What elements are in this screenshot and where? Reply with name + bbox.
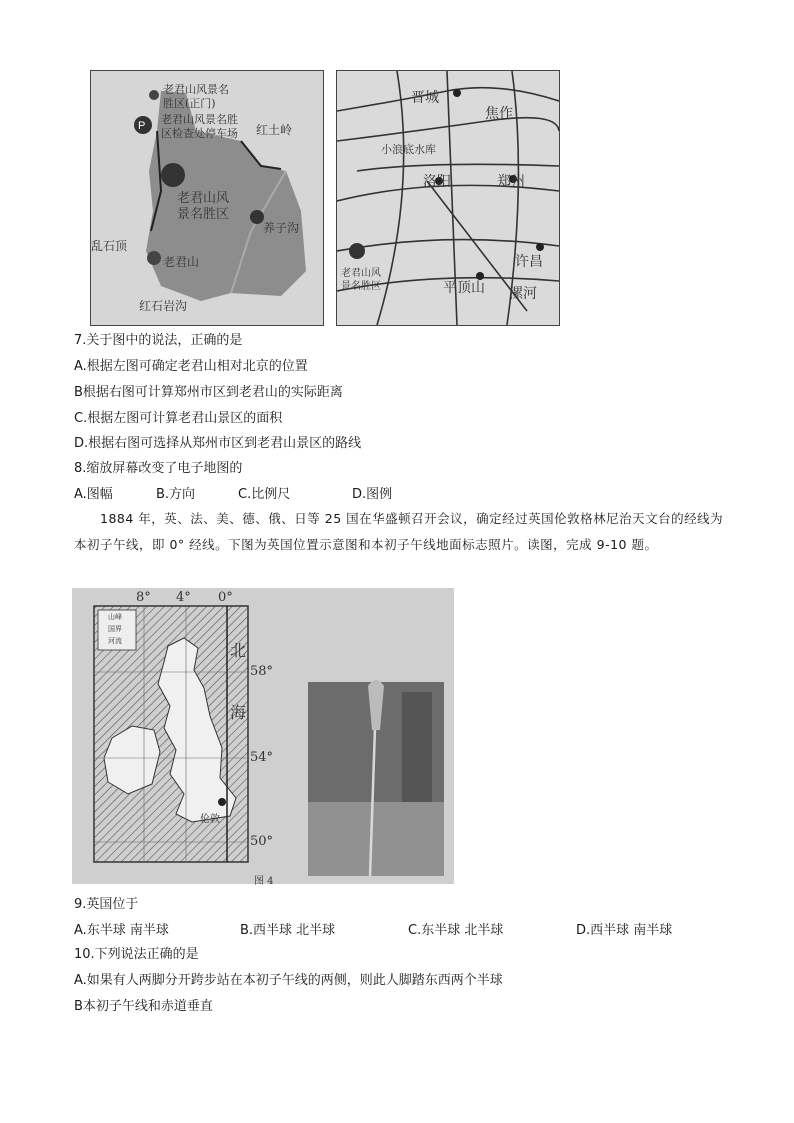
lat-label-58: 58° [250, 664, 274, 679]
uk-map-figure [72, 588, 454, 887]
q10-stem: 10.下列说法正确的是 [74, 947, 199, 962]
q8-option-a: A.图幅 [74, 487, 113, 502]
q8-option-c: C.比例尺 [238, 487, 291, 502]
scenic-area-marker-icon [161, 163, 185, 187]
label-luanshiding: 乱石顶 [91, 239, 128, 253]
q9-option-c: C.东半球 北半球 [408, 923, 504, 938]
q8-stem: 8.缩放屏幕改变了电子地图的 [74, 461, 243, 476]
left-map-figure [90, 70, 324, 326]
right-map-figure [336, 70, 560, 326]
q9-option-b: B.西半球 北半球 [240, 923, 336, 938]
q7-stem: 7.关于图中的说法，正确的是 [74, 333, 243, 348]
label-parking: 老君山风景名胜 区检查处停车场 [161, 113, 238, 140]
label-luoyang: 洛阳 [423, 174, 451, 190]
gate-marker-icon [149, 90, 159, 100]
label-yangzigou: 养子沟 [263, 221, 300, 235]
q10-option-b: B本初子午线和赤道垂直 [74, 999, 213, 1014]
scenic-area-marker-icon [349, 243, 365, 259]
q7-option-d: D.根据右图可选择从郑州市区到老君山景区的路线 [74, 436, 362, 451]
photo-ground [308, 802, 444, 876]
label-scenic-area: 老君山风 景名胜区 [177, 191, 230, 222]
yangzigou-marker-icon [250, 210, 264, 224]
label-xiaolangdi: 小浪底水库 [381, 143, 436, 156]
q9-stem: 9.英国位于 [74, 897, 139, 912]
legend-river: 河流 [108, 637, 122, 645]
lat-label-50: 50° [250, 834, 274, 849]
label-laojunshan: 老君山 [163, 255, 200, 269]
label-hongtuling: 红土岭 [256, 123, 293, 137]
sea-label-north: 北 [230, 641, 247, 660]
q8-option-d: D.图例 [352, 487, 393, 502]
laojunshan-marker-icon [147, 251, 161, 265]
label-xuchang: 许昌 [515, 254, 543, 270]
label-pingdingshan: 平顶山 [443, 280, 485, 296]
lon-label-8: 8° [136, 590, 151, 605]
photo-building [402, 692, 432, 802]
q9-option-a: A.东半球 南半球 [74, 923, 169, 938]
city-label-london: 伦敦 [200, 814, 220, 825]
q7-option-b: B根据右图可计算郑州市区到老君山的实际距离 [74, 385, 343, 400]
svg-text:P: P [138, 120, 146, 132]
sea-label-sea: 海 [230, 703, 247, 722]
q7-option-a: A.根据左图可确定老君山相对北京的位置 [74, 359, 308, 374]
label-hongshiyangou: 红石岩沟 [139, 299, 188, 313]
london-marker-icon [218, 798, 226, 806]
label-jincheng: 晋城 [411, 90, 439, 106]
label-zhengzhou: 郑州 [497, 174, 525, 190]
legend-peak: 山峰 [108, 613, 122, 621]
label-laojunshan-area: 老君山风 景名胜区 [341, 268, 381, 292]
label-luohe: 漯河 [509, 286, 537, 302]
q7-option-c: C.根据左图可计算老君山景区的面积 [74, 411, 283, 426]
figure-caption: 图 4 [254, 876, 274, 887]
lon-label-4: 4° [176, 590, 191, 605]
q10-option-a: A.如果有人两脚分开跨步站在本初子午线的两侧，则此人脚踏东西两个半球 [74, 973, 503, 988]
lon-label-0: 0° [218, 590, 233, 605]
label-jiaozuo: 焦作 [485, 106, 513, 122]
passage-text: 1884 年，英、法、美、德、俄、日等 25 国在华盛顿召开会议，确定经过英国伦敦格林尼治天文台的经线为本初子午线，即 0° 经线。下图为英国位置示意图和本初子午线地面标志照片。读图，完成 9-10 题。 [74, 511, 724, 552]
legend-border: 国界 [108, 625, 122, 633]
q8-option-b: B.方向 [156, 487, 196, 502]
q9-option-d: D.西半球 南半球 [576, 923, 673, 938]
label-gate: 老君山风景名 胜区(正门) [163, 83, 229, 110]
lat-label-54: 54° [250, 750, 274, 765]
